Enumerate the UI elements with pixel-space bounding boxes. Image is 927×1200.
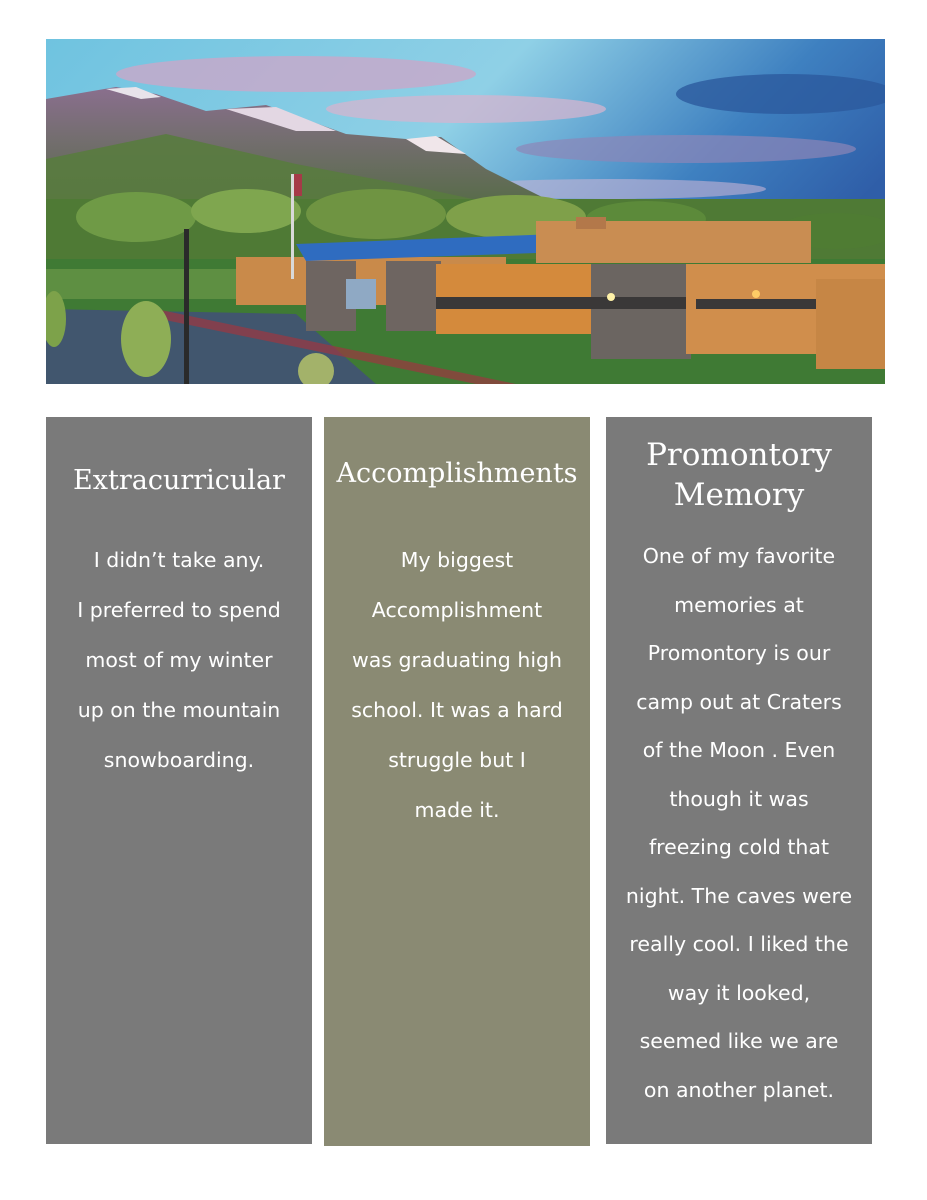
text-line: seemed like we are (639, 1029, 839, 1053)
text-line: My biggest (400, 548, 514, 572)
promontory-memory-title (616, 435, 862, 515)
text-line: night. The caves were (625, 883, 853, 908)
text-line: of the Moon . Even (642, 738, 836, 762)
extracurricular-text (54, 535, 304, 785)
text-line: on another planet. (643, 1077, 835, 1102)
title-line: Promontory (646, 437, 832, 473)
text-line: school. It was a hard (351, 698, 563, 722)
text-line: memories at (674, 592, 804, 617)
school-photo (46, 39, 885, 384)
accomplishments-panel (324, 417, 590, 1146)
extracurricular-panel (46, 417, 312, 1144)
text-line: really cool. I liked the (629, 932, 849, 956)
text-line: I preferred to spend (77, 598, 281, 622)
accomplishments-title: Accomplishments (336, 458, 578, 489)
text-line: camp out at Craters (636, 689, 842, 714)
school-photo-illustration (46, 39, 885, 384)
text-line: made it. (414, 798, 500, 822)
text-line: up on the mountain (77, 698, 281, 722)
text-line: I didn’t take any. (93, 548, 265, 572)
title-line: Memory (673, 477, 805, 513)
text-line: was graduating high (351, 648, 563, 672)
text-line: snowboarding. (103, 748, 255, 772)
text-line: Promontory is our (647, 641, 831, 665)
text-line: Accomplishment (371, 598, 543, 622)
text-line: way it looked, (667, 980, 811, 1005)
extracurricular-title: Extracurricular (73, 465, 285, 496)
text-line: One of my favorite (642, 544, 836, 568)
promontory-memory-text (610, 532, 868, 1114)
text-line: though it was (669, 786, 809, 811)
text-line: struggle but I (388, 748, 526, 772)
text-line: freezing cold that (648, 835, 830, 859)
promontory-memory-panel (606, 417, 872, 1144)
accomplishments-text (332, 535, 582, 835)
text-line: most of my winter (85, 648, 273, 672)
